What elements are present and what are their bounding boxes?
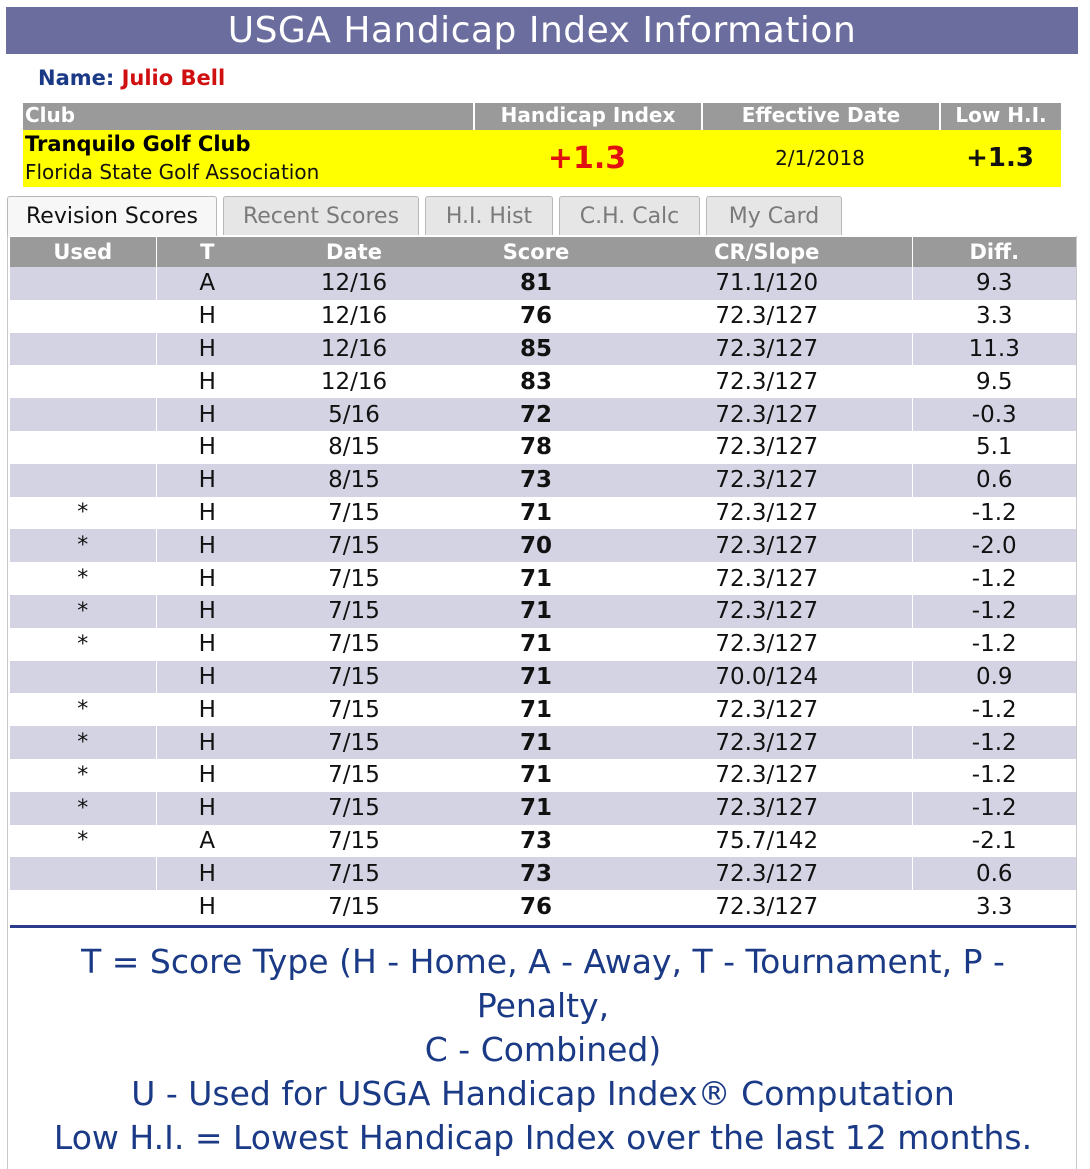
club-name: Tranquilo Golf Club (25, 132, 251, 156)
date-cell: 8/15 (258, 464, 450, 497)
revision-scores-table (10, 237, 1076, 923)
used-cell: * (10, 759, 156, 792)
cr-slope-cell: 72.3/127 (622, 792, 912, 825)
diff-cell: -1.2 (912, 497, 1076, 530)
score-rows (10, 267, 1076, 923)
cr-slope-cell: 72.3/127 (622, 890, 912, 923)
used-cell: * (10, 825, 156, 858)
table-row (10, 333, 1076, 366)
table-row (10, 529, 1076, 562)
effective-date-value: 2/1/2018 (775, 146, 865, 170)
diff-cell: -1.2 (912, 792, 1076, 825)
date-cell: 7/15 (258, 693, 450, 726)
used-cell (10, 300, 156, 333)
handicap-index-value: +1.3 (547, 141, 627, 176)
diff-cell: 0.6 (912, 464, 1076, 497)
tab-recent-scores[interactable]: Recent Scores (223, 196, 419, 235)
score-cell: 70 (450, 529, 622, 562)
tab-bar (7, 196, 848, 237)
score-cell: 76 (450, 300, 622, 333)
used-cell (10, 333, 156, 366)
diff-cell: 9.3 (912, 267, 1076, 300)
used-cell (10, 365, 156, 398)
used-cell: * (10, 726, 156, 759)
cr-slope-cell: 70.0/124 (622, 661, 912, 694)
type-cell: H (156, 529, 258, 562)
club-summary-header (23, 103, 1061, 130)
diff-cell: -1.2 (912, 726, 1076, 759)
score-cell: 71 (450, 693, 622, 726)
name-label: Name: (38, 66, 115, 90)
used-cell: * (10, 628, 156, 661)
score-cell: 71 (450, 595, 622, 628)
type-cell: H (156, 333, 258, 366)
type-cell: H (156, 792, 258, 825)
col-header-handicap-index: Handicap Index (473, 103, 701, 130)
col-header-effective-date: Effective Date (701, 103, 939, 130)
used-cell: * (10, 529, 156, 562)
cr-slope-cell: 71.1/120 (622, 267, 912, 300)
table-row (10, 693, 1076, 726)
date-cell: 12/16 (258, 365, 450, 398)
type-cell: H (156, 562, 258, 595)
cr-slope-cell: 72.3/127 (622, 300, 912, 333)
diff-cell: -0.3 (912, 398, 1076, 431)
cr-slope-cell: 72.3/127 (622, 497, 912, 530)
diff-cell: -1.2 (912, 595, 1076, 628)
date-cell: 7/15 (258, 529, 450, 562)
cr-slope-cell: 72.3/127 (622, 857, 912, 890)
table-row (10, 759, 1076, 792)
date-cell: 8/15 (258, 431, 450, 464)
score-cell: 71 (450, 497, 622, 530)
date-cell: 5/16 (258, 398, 450, 431)
diff-cell: 11.3 (912, 333, 1076, 366)
diff-cell: 3.3 (912, 300, 1076, 333)
date-cell: 7/15 (258, 661, 450, 694)
used-cell (10, 857, 156, 890)
cr-slope-cell: 72.3/127 (622, 529, 912, 562)
type-cell: H (156, 300, 258, 333)
diff-cell: 3.3 (912, 890, 1076, 923)
tab-revision-scores[interactable]: Revision Scores (7, 196, 217, 237)
legend-line: T = Score Type (H - Home, A - Away, T - Tournament, P - (81, 942, 1005, 981)
club-summary-row (23, 130, 1061, 187)
type-cell: H (156, 398, 258, 431)
player-name-row (38, 66, 225, 90)
col-header-used: Used (10, 237, 156, 267)
type-cell: H (156, 890, 258, 923)
col-header-diff: Diff. (912, 237, 1076, 267)
cr-slope-cell: 72.3/127 (622, 628, 912, 661)
diff-cell: -1.2 (912, 693, 1076, 726)
used-cell: * (10, 595, 156, 628)
table-row (10, 464, 1076, 497)
cr-slope-cell: 72.3/127 (622, 562, 912, 595)
page-title: USGA Handicap Index Information (6, 7, 1078, 54)
table-row (10, 792, 1076, 825)
used-cell (10, 398, 156, 431)
score-cell: 73 (450, 825, 622, 858)
table-row (10, 628, 1076, 661)
diff-cell: -2.1 (912, 825, 1076, 858)
score-cell: 71 (450, 726, 622, 759)
date-cell: 7/15 (258, 759, 450, 792)
used-cell (10, 661, 156, 694)
score-cell: 73 (450, 464, 622, 497)
score-cell: 71 (450, 628, 622, 661)
score-cell: 83 (450, 365, 622, 398)
date-cell: 7/15 (258, 726, 450, 759)
col-header-score: Score (450, 237, 622, 267)
used-cell: * (10, 693, 156, 726)
legend-line: Penalty, (476, 986, 610, 1025)
diff-cell: 0.6 (912, 857, 1076, 890)
cr-slope-cell: 72.3/127 (622, 464, 912, 497)
col-header-club: Club (25, 103, 76, 127)
date-cell: 7/15 (258, 628, 450, 661)
score-cell: 76 (450, 890, 622, 923)
type-cell: A (156, 825, 258, 858)
score-cell: 71 (450, 661, 622, 694)
cr-slope-cell: 72.3/127 (622, 693, 912, 726)
table-row (10, 726, 1076, 759)
legend-line: Low H.I. = Lowest Handicap Index over the last 12 months. (53, 1118, 1033, 1157)
table-row (10, 661, 1076, 694)
date-cell: 7/15 (258, 595, 450, 628)
table-row (10, 890, 1076, 923)
type-cell: H (156, 661, 258, 694)
player-name: Julio Bell (121, 66, 226, 90)
association-name: Florida State Golf Association (25, 160, 320, 184)
low-hi-value: +1.3 (966, 143, 1034, 173)
cr-slope-cell: 72.3/127 (622, 726, 912, 759)
used-cell (10, 431, 156, 464)
cr-slope-cell: 72.3/127 (622, 431, 912, 464)
table-row (10, 497, 1076, 530)
col-header-cr-slope: CR/Slope (622, 237, 912, 267)
type-cell: H (156, 628, 258, 661)
type-cell: H (156, 464, 258, 497)
date-cell: 12/16 (258, 267, 450, 300)
diff-cell: -1.2 (912, 628, 1076, 661)
tab-hi-hist[interactable]: H.I. Hist (425, 196, 553, 235)
table-row (10, 825, 1076, 858)
score-cell: 85 (450, 333, 622, 366)
used-cell: * (10, 792, 156, 825)
used-cell (10, 267, 156, 300)
diff-cell: 0.9 (912, 661, 1076, 694)
club-summary (23, 103, 1061, 187)
club-cell (23, 130, 473, 187)
legend (10, 940, 1076, 1160)
col-header-low-hi: Low H.I. (939, 103, 1061, 130)
used-cell (10, 890, 156, 923)
type-cell: H (156, 759, 258, 792)
score-cell: 71 (450, 792, 622, 825)
table-row (10, 398, 1076, 431)
cr-slope-cell: 72.3/127 (622, 759, 912, 792)
tab-ch-calc[interactable]: C.H. Calc (559, 196, 700, 235)
diff-cell: 5.1 (912, 431, 1076, 464)
type-cell: H (156, 726, 258, 759)
date-cell: 7/15 (258, 857, 450, 890)
legend-divider (10, 925, 1076, 928)
legend-line: C - Combined) (424, 1030, 662, 1069)
date-cell: 7/15 (258, 825, 450, 858)
table-row (10, 857, 1076, 890)
type-cell: H (156, 431, 258, 464)
score-cell: 72 (450, 398, 622, 431)
diff-cell: -2.0 (912, 529, 1076, 562)
tab-my-card[interactable]: My Card (706, 196, 842, 235)
used-cell (10, 464, 156, 497)
cr-slope-cell: 72.3/127 (622, 595, 912, 628)
date-cell: 7/15 (258, 792, 450, 825)
diff-cell: -1.2 (912, 562, 1076, 595)
used-cell: * (10, 562, 156, 595)
date-cell: 12/16 (258, 300, 450, 333)
type-cell: A (156, 267, 258, 300)
type-cell: H (156, 595, 258, 628)
cr-slope-cell: 72.3/127 (622, 365, 912, 398)
col-header-type: T (156, 237, 258, 267)
date-cell: 12/16 (258, 333, 450, 366)
score-cell: 81 (450, 267, 622, 300)
diff-cell: -1.2 (912, 759, 1076, 792)
score-cell: 73 (450, 857, 622, 890)
type-cell: H (156, 693, 258, 726)
table-row (10, 365, 1076, 398)
date-cell: 7/15 (258, 497, 450, 530)
table-row (10, 562, 1076, 595)
score-cell: 78 (450, 431, 622, 464)
date-cell: 7/15 (258, 890, 450, 923)
table-header-row (10, 237, 1076, 267)
cr-slope-cell: 72.3/127 (622, 398, 912, 431)
col-header-date: Date (258, 237, 450, 267)
cr-slope-cell: 72.3/127 (622, 333, 912, 366)
table-row (10, 595, 1076, 628)
table-row (10, 431, 1076, 464)
score-cell: 71 (450, 562, 622, 595)
table-row (10, 300, 1076, 333)
type-cell: H (156, 857, 258, 890)
type-cell: H (156, 497, 258, 530)
cr-slope-cell: 75.7/142 (622, 825, 912, 858)
legend-line: U - Used for USGA Handicap Index® Computation (131, 1074, 955, 1113)
diff-cell: 9.5 (912, 365, 1076, 398)
date-cell: 7/15 (258, 562, 450, 595)
score-cell: 71 (450, 759, 622, 792)
used-cell: * (10, 497, 156, 530)
table-row (10, 267, 1076, 300)
type-cell: H (156, 365, 258, 398)
